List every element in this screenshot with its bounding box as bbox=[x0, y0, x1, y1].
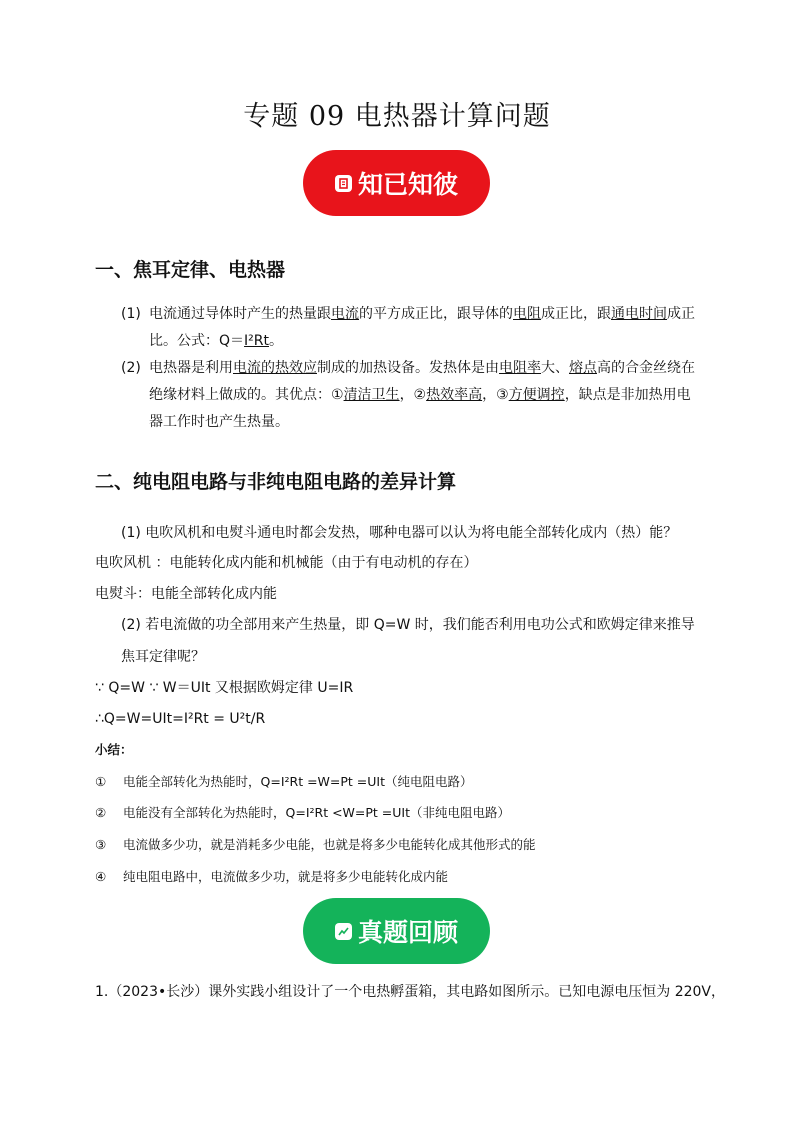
page-title: 专题 09 电热器计算问题 bbox=[243, 101, 551, 132]
problem-1-text: 1.（2023•长沙）课外实践小组设计了一个电热孵蛋箱，其电路如图所示。已知电源电压恒为 220V， bbox=[95, 984, 725, 1000]
summary-item: ① 电能全部转化为热能时，Q=I²Rt =W=Pt =UIt（纯电阻电路） bbox=[95, 774, 473, 789]
s2-formula1: ∵ Q=W ∵ W＝UIt 又根据欧姆定律 U=IR bbox=[95, 680, 354, 696]
banner-know bbox=[303, 150, 490, 216]
chart-icon bbox=[335, 923, 352, 940]
s1-item1-line2: 比。公式：Q＝I²Rt。 bbox=[149, 333, 283, 349]
banner-review bbox=[303, 898, 490, 964]
s2-answer1: 电吹风机 ：电能转化成内能和机械能（由于有电动机的存在） bbox=[95, 555, 478, 571]
document-icon bbox=[335, 175, 352, 192]
s1-item1-line1: (1) 电流通过导体时产生的热量跟电流的平方成正比，跟导体的电阻成正比，跟通电时间成正 bbox=[121, 306, 695, 322]
summary-item: ③ 电流做多少功，就是消耗多少电能，也就是将多少电能转化成其他形式的能 bbox=[95, 837, 536, 852]
s2-answer2: 电熨斗：电能全部转化成内能 bbox=[95, 586, 277, 602]
s1-item2-line3: 器工作时也产生热量。 bbox=[149, 414, 289, 430]
s2-formula2: ∴Q=W=UIt=I²Rt = U²t/R bbox=[95, 711, 266, 727]
s1-item2-line2: 绝缘材料上做成的。其优点：①清洁卫生，②热效率高，③方便调控，缺点是非加热用电 bbox=[149, 387, 691, 403]
s2-question2-line2: 焦耳定律呢？ bbox=[121, 649, 205, 665]
summary-item: ④ 纯电阻电路中，电流做多少功，就是将多少电能转化成内能 bbox=[95, 869, 449, 884]
summary-item: ② 电能没有全部转化为热能时，Q=I²Rt <W=Pt =UIt（非纯电阻电路） bbox=[95, 805, 511, 820]
s2-question1: (1) 电吹风机和电熨斗通电时都会发热，哪种电器可以认为将电能全部转化成内（热）能？ bbox=[121, 525, 678, 541]
s1-item2-line1: (2) 电热器是利用电流的热效应制成的加热设备。发热体是由电阻率大、熔点高的合金丝绕在 bbox=[121, 360, 695, 376]
s2-question2-line1: (2) 若电流做的功全部用来产生热量，即 Q=W 时，我们能否利用电功公式和欧姆定律来推导 bbox=[121, 617, 695, 633]
summary-label: 小结： bbox=[95, 742, 133, 757]
section1-heading: 一、焦耳定律、电热器 bbox=[95, 259, 286, 281]
banner-know-label: 知已知彼 bbox=[357, 170, 458, 199]
banner-review-label: 真题回顾 bbox=[357, 918, 458, 947]
section2-heading: 二、纯电阻电路与非纯电阻电路的差异计算 bbox=[95, 471, 457, 493]
